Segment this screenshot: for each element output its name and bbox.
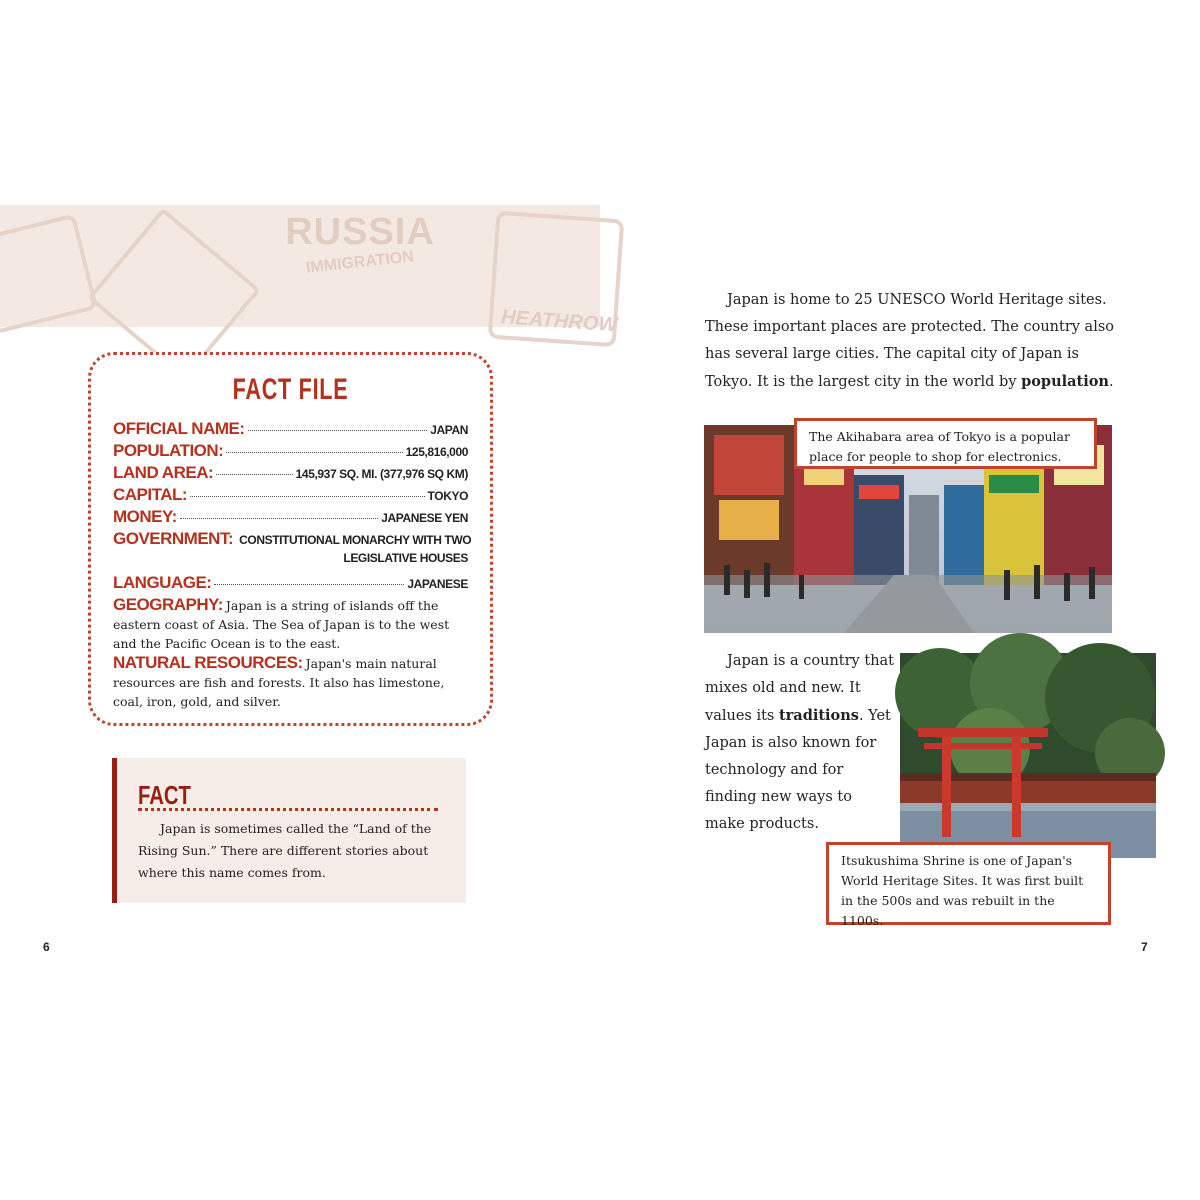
fact-label: OFFICIAL NAME: [113, 419, 245, 438]
fact-row-money [113, 507, 468, 527]
stamp-russia-text: RUSSIA [285, 211, 435, 253]
fact-box [112, 758, 466, 903]
fact-row-government [113, 529, 472, 549]
fact-box-text [138, 818, 443, 884]
dot-leader [248, 430, 428, 431]
paragraph-text: Japan is home to 25 UNESCO World Heritage sites. These important places are protected. The country also has several large cities. The capital city of Japan is Tokyo. It is the largest city in the world by [705, 292, 1115, 390]
fact-value: 145,937 SQ. MI. (377,976 SQ KM) [295, 467, 468, 481]
fact-row-population [113, 441, 468, 461]
fact-value: JAPANESE YEN [381, 511, 468, 525]
akihabara-photo [704, 425, 1112, 633]
paragraph-text-end: . [1108, 374, 1114, 390]
dot-leader [214, 584, 404, 585]
fact-label: GOVERNMENT: [113, 529, 234, 548]
stamp-immigration-text: IMMIGRATION [305, 248, 415, 277]
fact-row-land-area [113, 463, 468, 483]
fact-box-text-body: Japan is sometimes called the “Land of the Rising Sun.” There are different stories about where this name comes from. [138, 821, 432, 880]
stamp-heathrow-text: HEATHROW [500, 306, 618, 337]
fact-geography-text: Japan is a string of islands off the eastern coast of Asia. The Sea of Japan is to the west and the Pacific Ocean is to the east. [113, 598, 450, 651]
paragraph-text-end: . Yet Japan is also known for technology and for finding new ways to make products. [705, 708, 891, 832]
fact-label: NATURAL RESOURCES: [113, 653, 303, 672]
glossary-term-population[interactable]: population [1021, 373, 1109, 390]
fact-row-capital [113, 485, 468, 505]
fact-file-box [88, 352, 493, 726]
fact-label: POPULATION: [113, 441, 224, 460]
fact-value: 125,816,000 [405, 445, 468, 459]
fact-label: CAPITAL: [113, 485, 188, 504]
stamp-decoration-1 [0, 213, 98, 334]
fact-value: LEGISLATIVE HOUSES [343, 551, 468, 565]
fact-label: MONEY: [113, 507, 177, 526]
body-paragraph-1 [705, 287, 1120, 396]
fact-row-government-cont [113, 551, 468, 565]
fact-value: TOKYO [427, 489, 468, 503]
itsukushima-shrine-photo [900, 653, 1156, 858]
fact-value: JAPAN [430, 423, 468, 437]
fact-file-title: FACT FILE [232, 373, 349, 406]
caption-akihabara: The Akihabara area of Tokyo is a popular place for people to shop for electronics. [794, 418, 1097, 469]
fact-label: GEOGRAPHY: [113, 595, 223, 614]
fact-label: LAND AREA: [113, 463, 214, 482]
fact-box-accent-bar [112, 758, 117, 903]
body-paragraph-2 [705, 648, 895, 838]
fact-box-title: FACT [138, 780, 191, 810]
itsukushima-photo-illustration [900, 653, 1156, 858]
fact-geography [113, 595, 468, 653]
glossary-term-traditions[interactable]: traditions [778, 707, 859, 724]
stamp-heathrow [488, 211, 625, 348]
dot-leader [180, 518, 378, 519]
fact-value: JAPANESE [407, 577, 468, 591]
caption-itsukushima: Itsukushima Shrine is one of Japan's World Heritage Sites. It was first built in the 500s and was rebuilt in the 1100s. [826, 842, 1111, 925]
dot-leader [216, 474, 293, 475]
fact-natural-resources [113, 653, 468, 711]
page-number-left: 6 [43, 940, 50, 954]
stamp-russia [285, 211, 435, 341]
fact-row-official-name [113, 419, 468, 439]
passport-stamp-banner [0, 205, 618, 337]
page-number-right: 7 [1141, 940, 1148, 954]
fact-row-language [113, 573, 468, 593]
dot-leader [226, 452, 402, 453]
fact-label: LANGUAGE: [113, 573, 212, 592]
dot-leader [190, 496, 424, 497]
fact-box-dotted-rule [138, 808, 438, 811]
fact-value: CONSTITUTIONAL MONARCHY WITH TWO [239, 533, 472, 547]
paragraph-text: Japan is a country that mixes old and new. It values its [705, 653, 894, 724]
fact-resources-text: Japan's main natural resources are fish and forests. It also has limestone, coal, iron, gold, and silver. [113, 656, 445, 709]
